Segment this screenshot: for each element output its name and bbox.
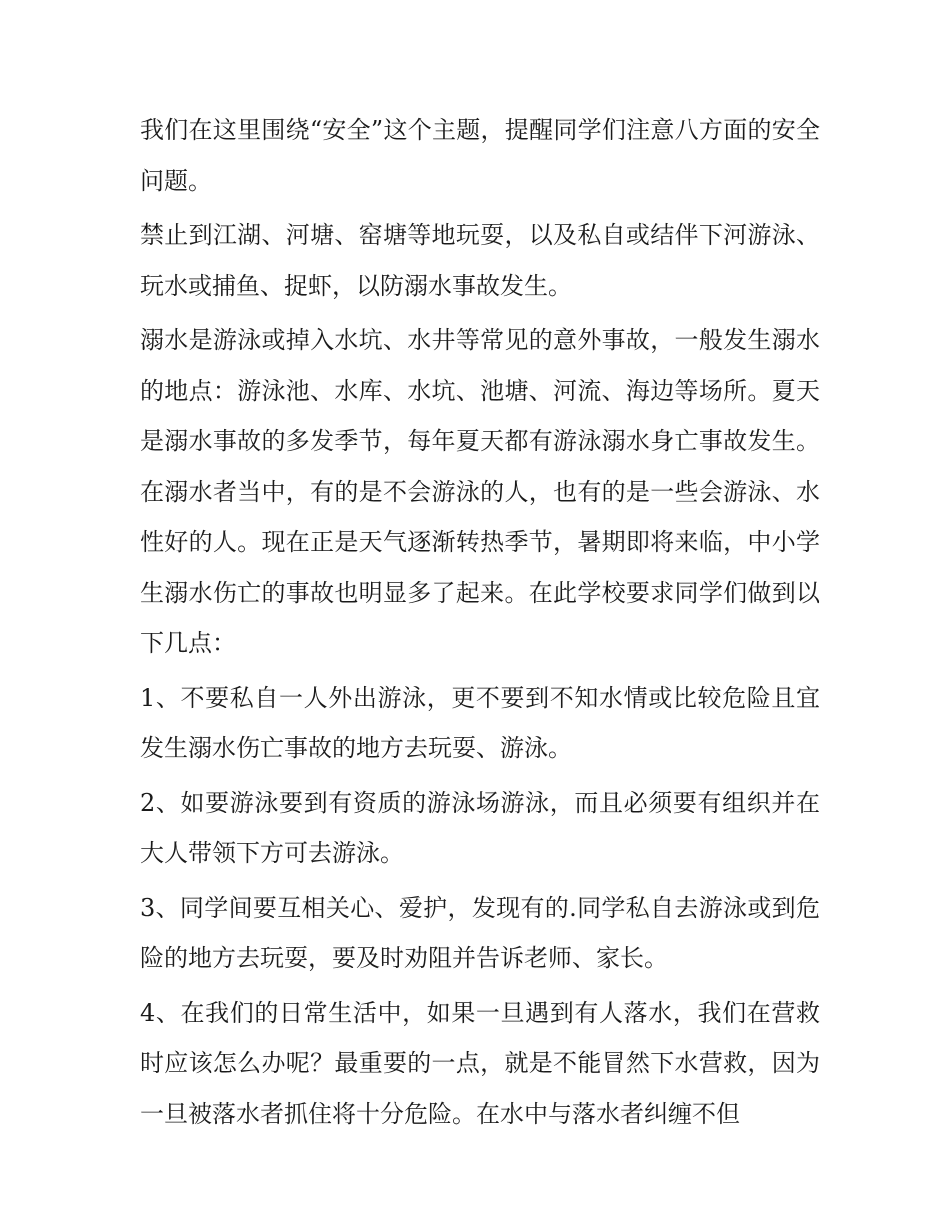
document-body [140,105,820,1143]
list-item-1: 1、不要私自一人外出游泳，更不要到不知水情或比较危险且宜发生溺水伤亡事故的地方去玩耍、游泳。 [140,683,820,762]
paragraph-intro: 我们在这里围绕“安全”这个主题，提醒同学们注意八方面的安全问题。 [140,116,820,195]
list-item-2: 2、如要游泳要到有资质的游泳场游泳，而且必须要有组织并在大人带领下方可去游泳。 [140,788,820,867]
paragraph-prohibition: 禁止到江湖、河塘、窑塘等地玩耍，以及私自或结伴下河游泳、玩水或捕鱼、捉虾，以防溺水事故发生。 [140,221,820,300]
list-item-3: 3、同学间要互相关心、爱护，发现有的.同学私自去游泳或到危险的地方去玩耍，要及时劝阻并告诉老师、家长。 [140,893,820,972]
list-item-4: 4、在我们的日常生活中，如果一旦遇到有人落水，我们在营救时应该怎么办呢？最重要的一点，就是不能冒然下水营救，因为一旦被落水者抓住将十分危险。在水中与落水者纠缠不但 [140,998,820,1128]
paragraph-drowning-info: 溺水是游泳或掉入水坑、水井等常见的意外事故，一般发生溺水的地点：游泳池、水库、水坑、池塘、河流、海边等场所。夏天是溺水事故的多发季节，每年夏天都有游泳溺水身亡事故发生。在溺水者当中，有的是不会游泳的人，也有的是一些会游泳、水性好的人。现在正是天气逐渐转热季节，暑期即将来临，中小学生溺水伤亡的事故也明显多了起来。在此学校要求同学们做到以下几点： [140,326,820,657]
